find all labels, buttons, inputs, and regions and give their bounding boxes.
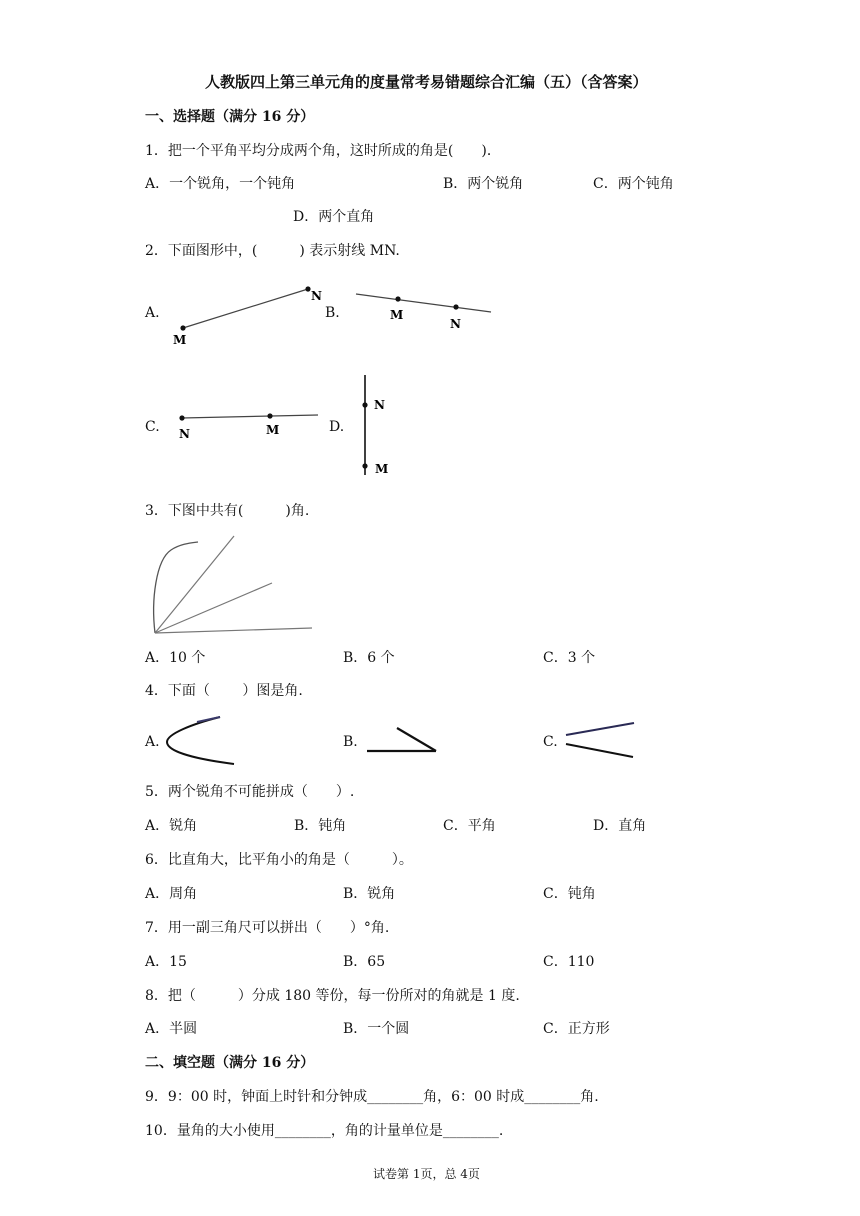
question-2-option-a-label: A. — [145, 305, 160, 321]
question-3-stem: 3．下图中共有( )角. — [145, 503, 310, 519]
question-2-figure-c-label-n: N — [179, 427, 190, 441]
question-2-figure-b-label-m: M — [390, 308, 404, 322]
section-heading-choice: 一、选择题（满分 16 分） — [145, 109, 315, 125]
question-2-figure-c — [175, 405, 325, 445]
question-2-figure-a-label-m: M — [173, 333, 187, 347]
question-6-option-a: A．周角 — [145, 886, 198, 902]
question-2-figure-b — [350, 287, 500, 337]
question-8-stem: 8．把（ ）分成 180 等份，每一份所对的角就是 1 度. — [145, 988, 520, 1004]
question-2-figure-c-label-m: M — [266, 423, 280, 437]
question-2-option-d-label: D. — [329, 419, 345, 435]
question-9-stem: 9．9：00 时，钟面上时针和分钟成________角，6：00 时成________角. — [145, 1089, 599, 1105]
question-10-stem: 10．量角的大小使用________，角的计量单位是________. — [145, 1123, 504, 1139]
question-4-option-a-label: A. — [145, 734, 160, 750]
question-5-option-a: A．锐角 — [145, 818, 198, 834]
question-7-stem: 7．用一副三角尺可以拼出（ ）°角. — [145, 920, 390, 936]
section-heading-fill: 二、填空题（满分 16 分） — [145, 1055, 315, 1071]
question-2-figure-d-label-n: N — [374, 398, 385, 412]
question-7-option-a: A．15 — [145, 954, 187, 970]
question-3-option-a: A．10 个 — [145, 650, 206, 666]
question-7-option-c: C．110 — [543, 954, 595, 970]
question-2-figure-b-label-n: N — [450, 317, 461, 331]
question-3-option-b: B．6 个 — [343, 650, 395, 666]
question-1-option-b: B．两个锐角 — [443, 176, 524, 192]
question-1-option-d: D．两个直角 — [293, 209, 375, 225]
question-4-figure-c — [562, 716, 652, 766]
question-5-option-c: C．平角 — [443, 818, 496, 834]
question-2-figure-d-label-m: M — [375, 462, 389, 476]
question-2-option-b-label: B. — [325, 305, 340, 321]
question-6-option-b: B．锐角 — [343, 886, 396, 902]
question-1-option-a: A．一个锐角，一个钝角 — [145, 176, 296, 192]
question-4-option-b-label: B. — [343, 734, 358, 750]
question-8-option-c: C．正方形 — [543, 1021, 610, 1037]
question-2-figure-d — [355, 372, 395, 482]
question-2-stem: 2．下面图形中，( ) 表示射线 MN. — [145, 243, 400, 259]
question-4-stem: 4．下面（ ）图是角. — [145, 683, 303, 699]
question-4-figure-a — [162, 712, 242, 772]
question-7-option-b: B．65 — [343, 954, 386, 970]
question-4-figure-b — [363, 723, 453, 763]
question-8-option-b: B．一个圆 — [343, 1021, 410, 1037]
question-2-figure-a-label-n: N — [311, 289, 322, 303]
question-6-stem: 6．比直角大，比平角小的角是（ ）。 — [145, 852, 413, 868]
question-5-option-b: B．钝角 — [294, 818, 347, 834]
page-footer: 试卷第 1页，总 4页 — [373, 1167, 480, 1181]
question-5-stem: 5．两个锐角不可能拼成（ ）. — [145, 784, 355, 800]
question-2-figure-a — [170, 280, 330, 350]
question-3-option-c: C．3 个 — [543, 650, 596, 666]
question-3-figure-rays — [148, 530, 318, 640]
question-2-option-c-label: C. — [145, 419, 160, 435]
document-title: 人教版四上第三单元角的度量常考易错题综合汇编（五）（含答案） — [205, 73, 648, 91]
question-5-option-d: D．直角 — [593, 818, 647, 834]
question-1-option-c: C．两个钝角 — [593, 176, 674, 192]
question-4-option-c-label: C. — [543, 734, 558, 750]
question-6-option-c: C．钝角 — [543, 886, 596, 902]
question-1-stem: 1．把一个平角平均分成两个角，这时所成的角是( )． — [145, 143, 501, 159]
question-8-option-a: A．半圆 — [145, 1021, 198, 1037]
